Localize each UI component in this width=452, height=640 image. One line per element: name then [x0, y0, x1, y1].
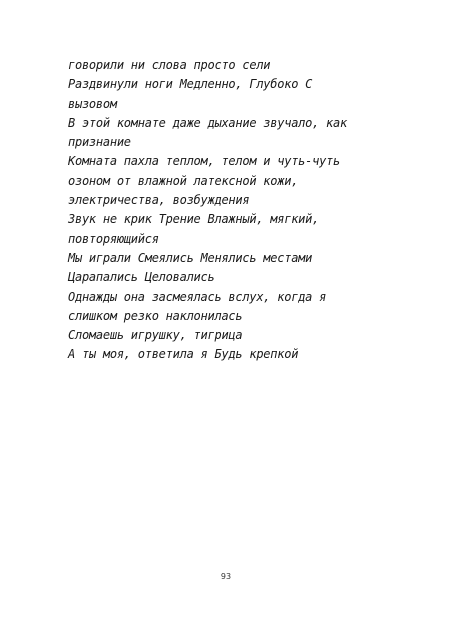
- text-line: Комната пахла теплом, телом и чуть-чуть: [68, 154, 341, 169]
- text-line: признание: [68, 135, 131, 150]
- text-line: Однажды она засмеялась вслух, когда я: [68, 289, 327, 304]
- text-line: Мы играли Смеялись Менялись местами: [68, 250, 313, 265]
- text-line: озоном от влажной латексной кожи,: [68, 173, 299, 188]
- body-text: [68, 56, 388, 365]
- text-line: говорили ни слова просто сели: [68, 58, 271, 72]
- text-line: Звук не крик Трение Влажный, мягкий,: [68, 212, 320, 227]
- text-line: А ты моя, ответила я Будь крепкой: [68, 347, 299, 362]
- text-line: Царапались Целовались: [68, 270, 215, 285]
- text-line: повторяющийся: [68, 231, 159, 246]
- text-line: электричества, возбуждения: [68, 193, 250, 208]
- text-line: Раздвинули ноги Медленно, Глубоко С: [68, 77, 313, 92]
- page-number: 93: [220, 572, 232, 581]
- text-line: Сломаешь игрушку, тигрица: [68, 328, 243, 343]
- text-line: вызовом: [68, 96, 117, 111]
- text-line: слишком резко наклонилась: [68, 308, 243, 323]
- text-line: В этой комнате даже дыхание звучало, как: [68, 115, 347, 130]
